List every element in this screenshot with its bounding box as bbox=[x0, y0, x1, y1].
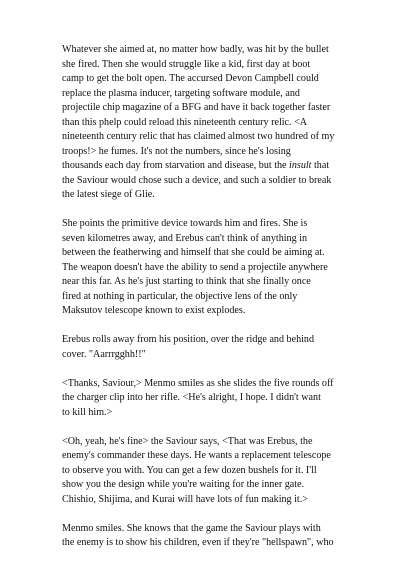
text-line: Erebus rolls away from his position, over the ridge and behind bbox=[62, 334, 315, 345]
text-line: the latest siege of Glie. bbox=[62, 189, 155, 200]
text-line: near this far. As he's just starting to think that she finally once bbox=[62, 276, 311, 287]
text-line: replace the plasma inducer, targeting software module, and bbox=[62, 87, 300, 99]
text-line: enemy's commander these days. He wants a replacement telescope bbox=[62, 450, 331, 461]
text-line: Whatever she aimed at, no matter how badly, was hit by the bullet bbox=[62, 44, 329, 55]
document-body bbox=[62, 43, 382, 565]
italic-emphasis: insult bbox=[289, 160, 312, 171]
text-line: the charger clip into her rifle. <He's alright, I hope. I didn't want bbox=[62, 392, 321, 403]
text-line: the enemy is to show his children, even if they're "hellspawn", who bbox=[62, 537, 334, 548]
text-line: seven kilometres away, and Erebus can't think of anything in bbox=[62, 232, 308, 244]
text-line: camp to get the bolt open. The accursed Devon Campbell could bbox=[62, 73, 319, 84]
text-line: Maksutov telescope known to exist explodes. bbox=[62, 305, 246, 316]
text-line: projectile chip magazine of a BFG and have it back together faster bbox=[62, 102, 331, 113]
text-line: than this phelp could reload this nineteenth century relic. <A bbox=[62, 116, 308, 128]
text-line: to kill him.> bbox=[62, 406, 113, 418]
text-line: cover. "Aarrrgghh!!" bbox=[62, 348, 146, 360]
text-line: The weapon doesn't have the ability to send a projectile anywhere bbox=[62, 261, 328, 273]
text-line: nineteenth century relic that has claimed almost two hundred of my bbox=[62, 131, 335, 142]
text-line: between the featherwing and himself that she could be aiming at. bbox=[62, 247, 325, 258]
text-line: the Saviour would chose such a device, and such a soldier to break bbox=[62, 174, 332, 186]
paragraph bbox=[62, 435, 382, 508]
text-line: <Oh, yeah, he's fine> the Saviour says, <That was Erebus, the bbox=[62, 435, 313, 447]
text-line: She points the primitive device towards him and fires. She is bbox=[62, 218, 308, 229]
text-line: to observe you with. You can get a few dozen bushels for it. I'll bbox=[62, 464, 317, 476]
text-line: Chishio, Shijima, and Kurai will have lots of fun making it.> bbox=[62, 493, 308, 505]
text-line: show you the design while you're waiting for the inner gate. bbox=[62, 479, 305, 490]
text-line: <Thanks, Saviour,> Menmo smiles as she slides the five rounds off bbox=[62, 377, 334, 389]
paragraph bbox=[62, 522, 382, 551]
text-line: troops!> he fumes. It's not the numbers, since he's losing bbox=[62, 145, 291, 157]
paragraph bbox=[62, 377, 382, 421]
text-line: she fired. Then she would struggle like a kid, first day at boot bbox=[62, 58, 311, 70]
paragraph bbox=[62, 217, 382, 319]
text-line: fired at nothing in particular, the objective lens of the only bbox=[62, 290, 298, 302]
text-line: thousands each day from starvation and disease, but the insult that bbox=[62, 160, 330, 171]
paragraph bbox=[62, 43, 382, 203]
text-line: Menmo smiles. She knows that the game the Saviour plays with bbox=[62, 522, 321, 534]
paragraph bbox=[62, 333, 382, 362]
